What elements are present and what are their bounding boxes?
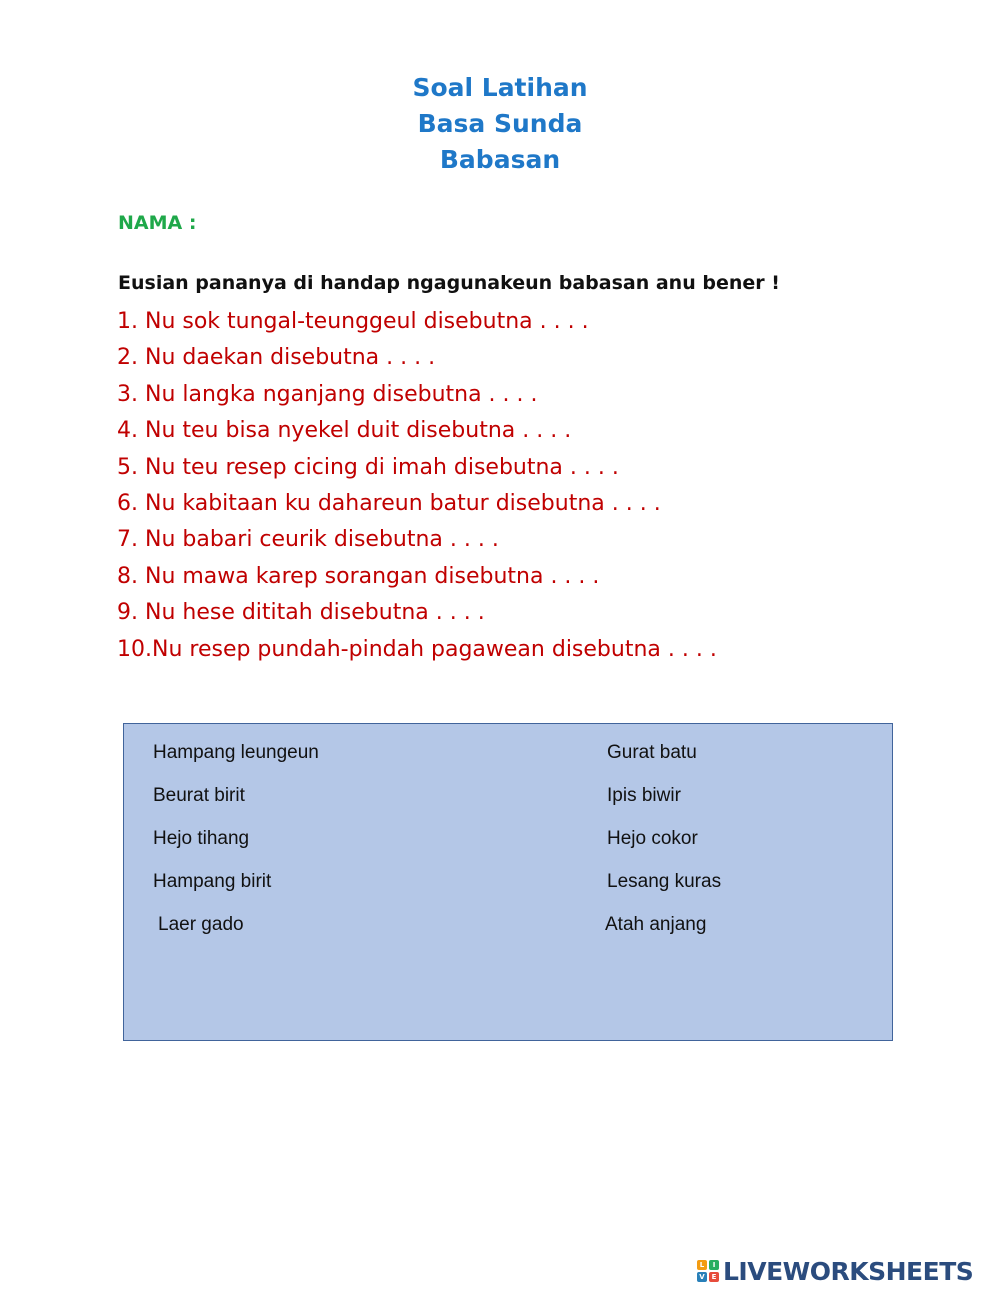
answer-option: Hampang birit	[153, 871, 272, 892]
question-item: 8. Nu mawa karep sorangan disebutna . . . .	[117, 563, 600, 589]
worksheet-title	[0, 70, 1000, 178]
question-item: 10.Nu resep pundah-pindah pagawean disebutna . . . .	[117, 636, 717, 662]
question-item: 9. Nu hese dititah disebutna . . . .	[117, 600, 485, 626]
liveworksheets-logo	[697, 1255, 973, 1287]
title-line-2: Basa Sunda	[417, 109, 583, 138]
logo-letter: I	[709, 1260, 719, 1270]
answer-option: Beurat birit	[153, 785, 245, 806]
logo-letter: V	[697, 1272, 707, 1282]
answer-option: Lesang kuras	[607, 871, 722, 892]
answer-option: Ipis biwir	[607, 785, 681, 806]
answer-option: Gurat batu	[607, 742, 697, 763]
answer-option: Hampang leungeun	[153, 742, 319, 763]
question-item: 7. Nu babari ceurik disebutna . . . .	[117, 527, 499, 553]
question-item: 3. Nu langka nganjang disebutna . . . .	[117, 381, 538, 407]
logo-letter: E	[709, 1272, 719, 1282]
question-item: 2. Nu daekan disebutna . . . .	[117, 345, 436, 371]
answer-option: Atah anjang	[605, 914, 707, 935]
answer-option: Hejo cokor	[607, 828, 698, 849]
instruction-text: Eusian pananya di handap ngagunakeun babasan anu bener !	[118, 272, 780, 294]
logo-text: LIVEWORKSHEETS	[723, 1256, 974, 1286]
nama-label: NAMA :	[118, 212, 197, 234]
question-item: 4. Nu teu bisa nyekel duit disebutna . . . .	[117, 418, 572, 444]
logo-letter: L	[697, 1260, 707, 1270]
question-item: 1. Nu sok tungal-teunggeul disebutna . . . .	[117, 309, 589, 334]
answer-option: Hejo tihang	[153, 828, 250, 849]
title-line-1: Soal Latihan	[412, 73, 588, 102]
answer-choices-box	[123, 723, 893, 1041]
question-item: 5. Nu teu resep cicing di imah disebutna . . . .	[117, 454, 619, 480]
logo-squares-icon	[697, 1260, 719, 1282]
title-line-3: Babasan	[439, 145, 561, 174]
answer-option: Laer gado	[158, 914, 244, 935]
question-item: 6. Nu kabitaan ku dahareun batur disebutna . . . .	[117, 491, 661, 517]
question-list	[117, 304, 717, 668]
